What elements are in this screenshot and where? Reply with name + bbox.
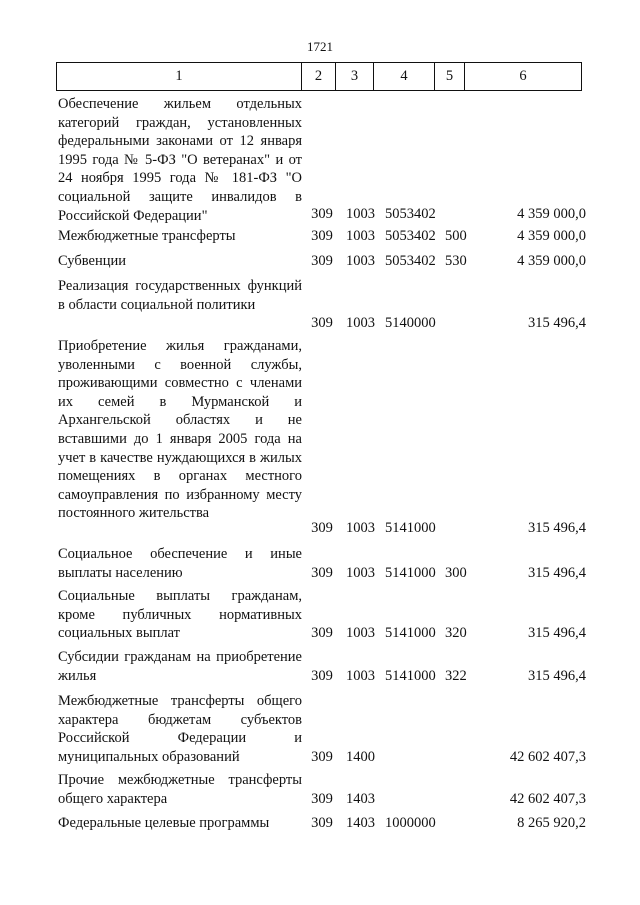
- row-name: Обеспечение жильем отдельных категорий граждан, установленных федеральными законами от 12 января 1995 года № 5-ФЗ "О ветеранах" и от 24 ноября 1995 года № 181-ФЗ "О социальной защите инвалидов в Российской Федерации": [58, 96, 302, 224]
- column-header-section: 3: [336, 63, 374, 91]
- row-amount: 315 496,4: [528, 668, 586, 684]
- row-ministry-code: 309: [311, 625, 333, 641]
- row-target-article-code: 5140000: [385, 315, 436, 331]
- row-amount: 4 359 000,0: [517, 206, 586, 222]
- row-section-code: 1003: [346, 206, 375, 222]
- page-number: 1721: [307, 39, 333, 54]
- row-ministry-code: 309: [311, 253, 333, 269]
- row-target-article-code: 5141000: [385, 520, 436, 536]
- row-name: Межбюджетные трансферты: [58, 228, 236, 244]
- row-section-code: 1403: [346, 815, 375, 831]
- row-section-code: 1003: [346, 228, 375, 244]
- row-expense-type-code: 300: [445, 565, 467, 581]
- row-expense-type-code: 320: [445, 625, 467, 641]
- row-name: Федеральные целевые программы: [58, 815, 270, 831]
- row-name: Социальные выплаты гражданам, кроме публичных нормативных социальных выплат: [58, 588, 302, 642]
- row-name: Прочие межбюджетные трансферты общего характера: [58, 772, 302, 807]
- row-ministry-code: 309: [311, 228, 333, 244]
- row-section-code: 1003: [346, 253, 375, 269]
- row-section-code: 1003: [346, 520, 375, 536]
- row-target-article-code: 5053402: [385, 206, 436, 222]
- row-name: Субвенции: [58, 253, 126, 269]
- row-ministry-code: 309: [311, 206, 333, 222]
- row-name: Социальное обеспечение и иные выплаты населению: [58, 546, 302, 581]
- row-section-code: 1003: [346, 315, 375, 331]
- column-header-amount: 6: [465, 63, 582, 91]
- row-ministry-code: 309: [311, 749, 333, 765]
- row-amount: 42 602 407,3: [509, 791, 586, 807]
- row-ministry-code: 309: [311, 791, 333, 807]
- row-expense-type-code: 530: [445, 253, 467, 269]
- row-section-code: 1400: [346, 749, 375, 765]
- column-header-name: 1: [57, 63, 302, 91]
- row-ministry-code: 309: [311, 315, 333, 331]
- row-amount: 315 496,4: [528, 565, 586, 581]
- row-amount: 315 496,4: [528, 315, 586, 331]
- row-name: Межбюджетные трансферты общего характера бюджетам субъектов Российской Федерации и муниципальных образований: [58, 693, 302, 765]
- row-expense-type-code: 322: [445, 668, 467, 684]
- row-target-article-code: 5141000: [385, 625, 436, 641]
- row-section-code: 1003: [346, 565, 375, 581]
- row-ministry-code: 309: [311, 815, 333, 831]
- row-name: Субсидии гражданам на приобретение жилья: [58, 649, 302, 684]
- row-amount: 4 359 000,0: [517, 228, 586, 244]
- row-ministry-code: 309: [311, 668, 333, 684]
- row-name: Реализация государственных функций в области социальной политики: [58, 278, 302, 313]
- column-header-target-article: 4: [374, 63, 435, 91]
- row-target-article-code: 5141000: [385, 668, 436, 684]
- row-amount: 8 265 920,2: [517, 815, 586, 831]
- row-ministry-code: 309: [311, 565, 333, 581]
- row-section-code: 1003: [346, 668, 375, 684]
- row-target-article-code: 1000000: [385, 815, 436, 831]
- row-amount: 42 602 407,3: [509, 749, 586, 765]
- column-header-ministry: 2: [302, 63, 336, 91]
- row-amount: 4 359 000,0: [517, 253, 586, 269]
- row-expense-type-code: 500: [445, 228, 467, 244]
- row-amount: 315 496,4: [528, 520, 586, 536]
- row-amount: 315 496,4: [528, 625, 586, 641]
- row-target-article-code: 5141000: [385, 565, 436, 581]
- column-header-expense-type: 5: [435, 63, 465, 91]
- row-ministry-code: 309: [311, 520, 333, 536]
- row-target-article-code: 5053402: [385, 228, 436, 244]
- row-section-code: 1403: [346, 791, 375, 807]
- row-target-article-code: 5053402: [385, 253, 436, 269]
- row-section-code: 1003: [346, 625, 375, 641]
- row-name: Приобретение жилья гражданами, уволенными с военной службы, проживающими совместно с членами их семей в Мурманской и Архангельской областях и не вставшими до 1 января 2005 года на учет в качестве нуждающихся в жилых помещениях в органах местного самоуправления по избранному месту постоянного жительства: [58, 338, 302, 522]
